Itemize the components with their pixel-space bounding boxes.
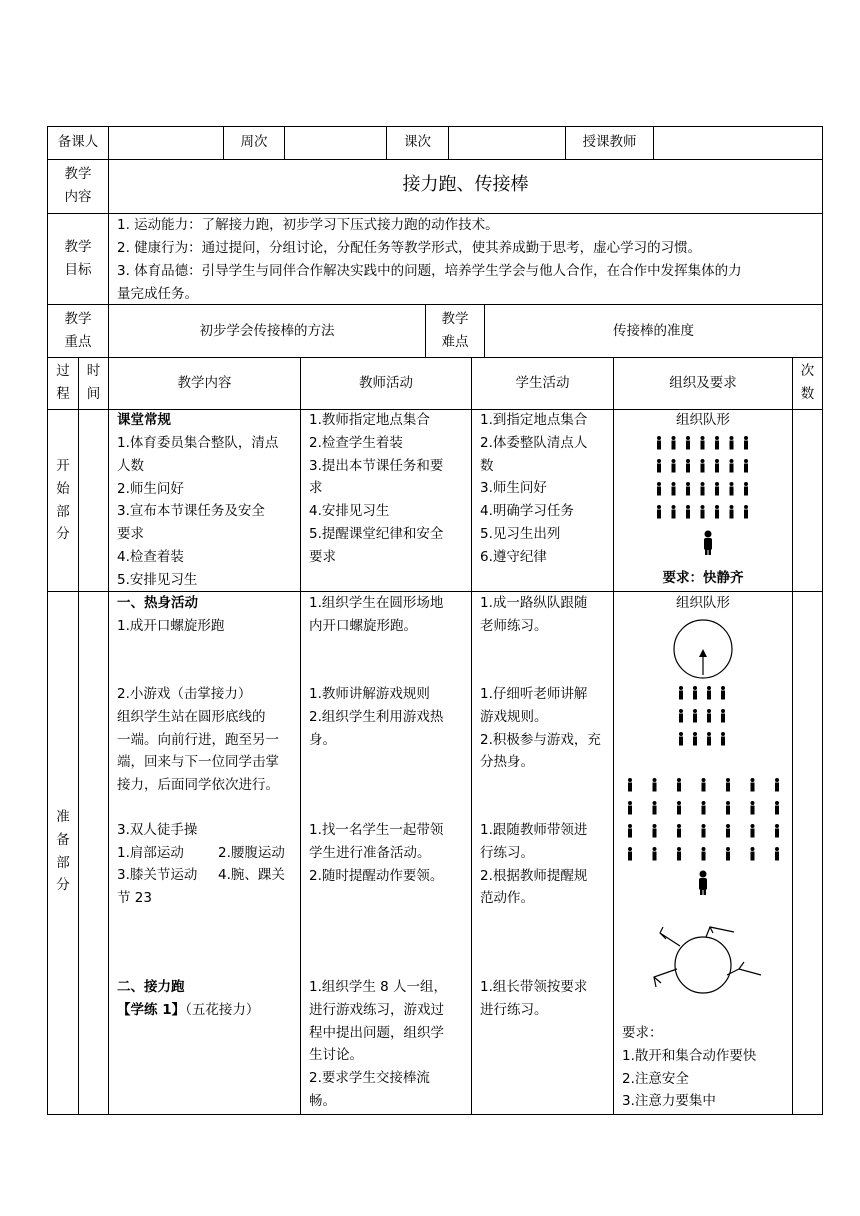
exercise-item: 4.腕、踝关: [218, 867, 285, 883]
student-formation: [679, 686, 725, 746]
warmup-item: 1.成开口螺旋形跑: [117, 618, 225, 634]
student-icon: [628, 778, 632, 792]
student-icon: [677, 778, 681, 792]
student-icon: [686, 505, 690, 519]
student-icon: [672, 482, 676, 496]
student-icon: [679, 732, 683, 746]
prep-student-activity: 1.组长带领按要求 进行练习。: [480, 979, 588, 1018]
prep-teacher-activity: 1.组织学生在圆形场地 内开口螺旋形跑。: [309, 595, 444, 634]
difficulty-label: 教学 难点: [441, 311, 469, 350]
student-icon: [701, 482, 705, 496]
relay-heading: 二、接力跑: [117, 979, 185, 995]
exercise-item: 节 23: [117, 890, 152, 906]
lesson-title: 接力跑、传接棒: [402, 174, 529, 195]
goal-item: 3. 体育品德：引导学生与同伴合作解决实践中的问题，培养学生学会与他人合作，在合作中发挥集体的力 量完成任务。: [117, 263, 742, 302]
student-icon: [686, 459, 690, 473]
student-icon: [730, 436, 734, 450]
student-icon: [657, 436, 661, 450]
student-icon: [702, 801, 706, 815]
start-section-label: 开 始 部 分: [56, 458, 70, 543]
teacher-label: 授课教师: [582, 134, 637, 150]
student-icon: [628, 801, 632, 815]
start-formation-diagram: [614, 430, 792, 560]
start-student-activity: 1.到指定地点集合 2.体委整队清点人 数 3.师生问好 4.明确学习任务 5.见习生出列 6.遵守纪律: [480, 412, 588, 565]
student-icon: [751, 824, 755, 838]
student-icon: [701, 459, 705, 473]
student-icon: [715, 482, 719, 496]
student-icon: [653, 847, 657, 861]
student-icon: [715, 505, 719, 519]
prep-student-activity: 1.成一路纵队跟随 老师练习。: [480, 595, 588, 634]
prep-formation-diagram: [614, 615, 792, 1010]
student-icon: [730, 482, 734, 496]
prep-student-activity: 1.跟随教师带领进 行练习。 2.根据教师提醒规 范动作。: [480, 822, 588, 907]
student-icon: [715, 436, 719, 450]
student-icon: [653, 824, 657, 838]
teacher-icon: [699, 871, 707, 896]
prep-label: 备课人: [57, 134, 99, 150]
prep-section-label: 准 备 部 分: [56, 809, 70, 894]
prep-org-title: 组织队形: [676, 595, 730, 611]
col-teacher: 教师活动: [359, 375, 413, 391]
exercise-item: 2.腰腹运动: [218, 845, 285, 861]
relay-practice-tag: 【学练 1】: [117, 1002, 186, 1018]
student-icon: [702, 778, 706, 792]
col-student: 学生活动: [515, 375, 570, 391]
student-icon: [693, 732, 697, 746]
prep-value: [109, 127, 223, 159]
student-icon: [657, 459, 661, 473]
student-icon: [775, 778, 779, 792]
start-org-requirement: 要求：快静齐: [662, 570, 744, 586]
student-icon: [672, 436, 676, 450]
student-icon: [721, 709, 725, 723]
student-icon: [775, 847, 779, 861]
exercise-item: 3.膝关节运动: [117, 867, 198, 883]
student-icon: [721, 732, 725, 746]
difficulty-value: 传接棒的准度: [613, 323, 694, 339]
student-formation: [628, 778, 779, 861]
student-icon: [628, 847, 632, 861]
lesson-label: 课次: [404, 134, 431, 150]
col-organization: 组织及要求: [669, 375, 737, 391]
student-icon: [701, 436, 705, 450]
col-time: 时 间: [86, 363, 101, 402]
student-icon: [657, 505, 661, 519]
student-icon: [726, 847, 730, 861]
student-icon: [721, 686, 725, 700]
teacher-value: [654, 127, 822, 159]
lesson-value: [449, 127, 565, 159]
prep-student-activity: 1.仔细听老师讲解 游戏规则。 2.积极参与游戏，充 分热身。: [480, 686, 601, 771]
student-icon: [744, 459, 748, 473]
goals-label: 教学 目标: [64, 239, 92, 278]
start-content-heading: 课堂常规: [117, 412, 171, 428]
student-icon: [628, 824, 632, 838]
student-icon: [653, 778, 657, 792]
student-icon: [751, 778, 755, 792]
student-icon: [657, 482, 661, 496]
student-icon: [730, 459, 734, 473]
student-icon: [707, 732, 711, 746]
student-icon: [726, 778, 730, 792]
week-value: [285, 127, 386, 159]
relay-circle: [654, 927, 761, 993]
student-icon: [726, 824, 730, 838]
student-icon: [715, 459, 719, 473]
exercise-title: 3.双人徒手操: [117, 822, 198, 838]
student-icon: [693, 686, 697, 700]
relay-practice-name: （五花接力）: [185, 1002, 260, 1018]
prep-teacher-activity: 1.组织学生 8 人一组， 进行游戏练习，游戏过 程中提出问题，组织学 生讨论。 2.要求学生交接棒流 畅。: [309, 979, 448, 1109]
prep-org-requirements: 要求： 1.散开和集合动作要快 2.注意安全 3.注意力要集中: [622, 1025, 757, 1110]
exercise-item: 1.肩部运动: [117, 845, 184, 861]
col-process: 过 程: [56, 363, 70, 402]
student-icon: [744, 436, 748, 450]
student-icon: [730, 505, 734, 519]
student-icon: [672, 459, 676, 473]
student-icon: [686, 436, 690, 450]
student-icon: [701, 505, 705, 519]
student-formation: [657, 436, 748, 519]
content-label: 教学 内容: [64, 166, 92, 205]
prep-teacher-activity: 1.教师讲解游戏规则 2.组织学生利用游戏热 身。: [309, 686, 444, 748]
student-icon: [751, 847, 755, 861]
student-icon: [707, 709, 711, 723]
week-label: 周次: [240, 134, 268, 150]
student-icon: [751, 801, 755, 815]
student-icon: [653, 801, 657, 815]
student-icon: [677, 824, 681, 838]
student-icon: [693, 709, 697, 723]
student-icon: [702, 824, 706, 838]
student-icon: [677, 801, 681, 815]
warmup-heading: 一、热身活动: [117, 595, 198, 611]
focus-value: 初步学会传接棒的方法: [199, 323, 335, 339]
student-icon: [775, 824, 779, 838]
student-icon: [707, 686, 711, 700]
circle-field: [674, 620, 732, 678]
start-teacher-activity: 1.教师指定地点集合 2.检查学生着装 3.提出本节课任务和要 求 4.安排见习生 5.提醒课堂纪律和安全 要求: [309, 412, 444, 565]
focus-label: 教学 重点: [64, 311, 92, 350]
col-content: 教学内容: [177, 375, 232, 391]
goal-item: 1. 运动能力：了解接力跑，初步学习下压式接力跑的动作技术。: [117, 217, 499, 233]
goal-item: 2. 健康行为：通过提问，分组讨论，分配任务等教学形式，使其养成勤于思考，虚心学习的习惯。: [117, 240, 702, 256]
student-icon: [744, 482, 748, 496]
student-icon: [702, 847, 706, 861]
start-content: 1.体育委员集合整队，清点 人数 2.师生问好 3.宣布本节课任务及安全 要求 4.检查着装 5.安排见习生: [117, 435, 279, 588]
col-count: 次 数: [800, 363, 815, 402]
student-icon: [726, 801, 730, 815]
student-icon: [744, 505, 748, 519]
game-description: 2.小游戏（击掌接力） 组织学生站在圆形底线的 一端。向前行进，跑至另一 端，回来与下一位同学击掌 接力，后面同学依次进行。: [117, 686, 279, 794]
prep-teacher-activity: 1.找一名学生一起带领 学生进行准备活动。 2.随时提醒动作要领。: [309, 822, 444, 884]
student-icon: [677, 847, 681, 861]
student-icon: [775, 801, 779, 815]
student-icon: [672, 505, 676, 519]
teacher-icon: [704, 531, 712, 556]
student-icon: [679, 686, 683, 700]
start-org-title: 组织队形: [676, 412, 730, 428]
student-icon: [686, 482, 690, 496]
student-icon: [679, 709, 683, 723]
relay-practice: [117, 999, 259, 1022]
